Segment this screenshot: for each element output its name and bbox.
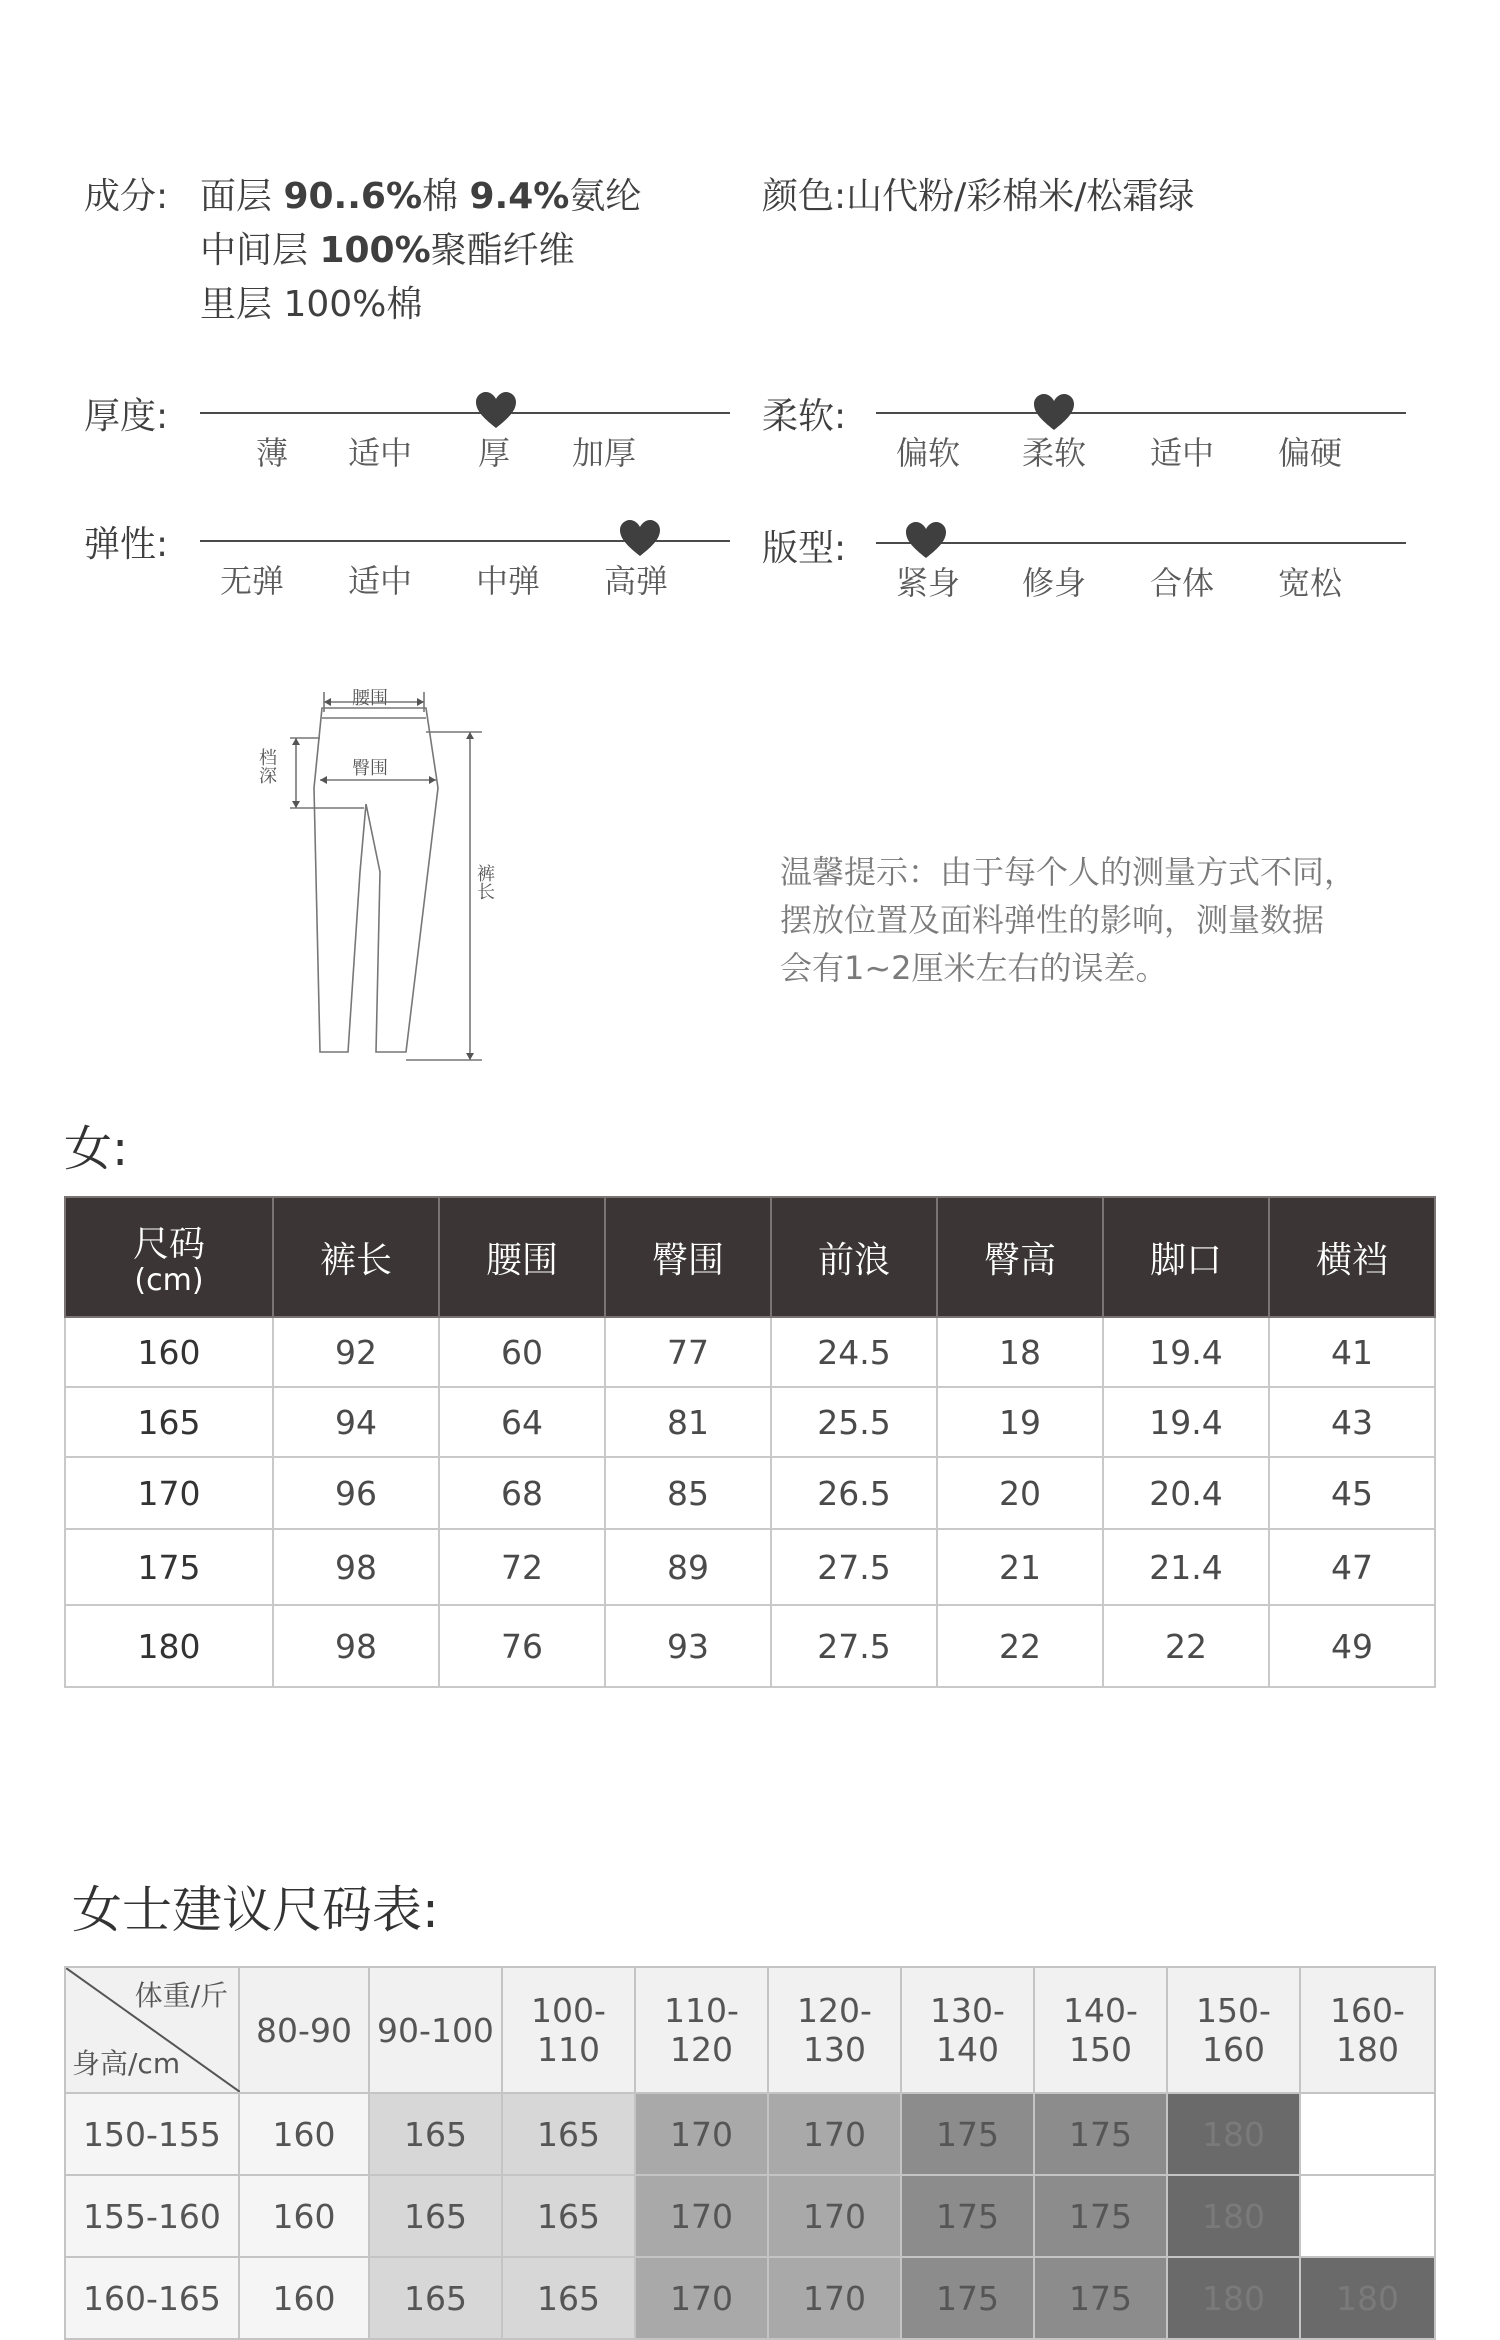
- tip-line: 温馨提示：由于每个人的测量方式不同，: [780, 853, 1357, 891]
- column-header: 臀围: [605, 1197, 771, 1317]
- recommended-size-cell: 175: [901, 2257, 1034, 2339]
- size-cell: 180: [65, 1605, 273, 1687]
- measurement-cell: 81: [605, 1387, 771, 1457]
- header-main: 尺码: [132, 1224, 205, 1265]
- column-header: [65, 1197, 273, 1317]
- column-header: 臀高: [937, 1197, 1103, 1317]
- corner-header: [65, 1967, 239, 2093]
- recommended-size-cell: [1300, 2175, 1435, 2257]
- fit-option: 修身: [1021, 564, 1087, 602]
- measurement-cell: 93: [605, 1605, 771, 1687]
- table-row: [65, 1605, 1435, 1687]
- measurement-cell: 27.5: [771, 1605, 937, 1687]
- layer-name: 面层: [200, 176, 284, 217]
- recommended-size-cell: 160: [239, 2257, 369, 2339]
- column-header: 脚口: [1103, 1197, 1269, 1317]
- measurement-cell: 76: [439, 1605, 605, 1687]
- recommended-size-cell: 170: [635, 2175, 768, 2257]
- measurement-cell: 98: [273, 1529, 439, 1605]
- composition-label: 成分:: [84, 176, 169, 217]
- measurement-cell: 77: [605, 1317, 771, 1387]
- recommended-size-cell: 160: [239, 2175, 369, 2257]
- percent: 9.4%: [469, 176, 570, 217]
- recommended-size-cell: 175: [1034, 2093, 1167, 2175]
- heart-marker-icon: [618, 518, 662, 558]
- measurement-cell: 19: [937, 1387, 1103, 1457]
- heart-marker-icon: [904, 520, 948, 560]
- recommended-size-cell: 175: [901, 2175, 1034, 2257]
- elasticity-option: 适中: [347, 562, 413, 600]
- recommended-size-cell: 175: [1034, 2175, 1167, 2257]
- measurement-cell: 20: [937, 1457, 1103, 1529]
- weight-header: 140-150: [1034, 1967, 1167, 2093]
- weight-header: 90-100: [369, 1967, 502, 2093]
- composition-line-1: [200, 168, 641, 219]
- tip-line: 会有1~2厘米左右的误差。: [780, 949, 1168, 987]
- recommended-size-cell: 165: [369, 2175, 502, 2257]
- recommended-size-cell: 170: [768, 2175, 901, 2257]
- recommended-size-cell: 180: [1167, 2257, 1300, 2339]
- recommended-size-cell: 170: [768, 2093, 901, 2175]
- fit-option: 合体: [1149, 564, 1215, 602]
- measurement-cell: 64: [439, 1387, 605, 1457]
- material: 氨纶: [569, 176, 642, 217]
- recommended-size-cell: 165: [502, 2093, 635, 2175]
- recommended-size-cell: 165: [502, 2257, 635, 2339]
- recommended-size-cell: 160: [239, 2093, 369, 2175]
- size-cell: 175: [65, 1529, 273, 1605]
- size-cell: 165: [65, 1387, 273, 1457]
- hip-label: 臀围: [352, 758, 388, 779]
- table-row: [65, 1529, 1435, 1605]
- layer-name: 里层 100%棉: [200, 284, 423, 325]
- column-header: 横裆: [1269, 1197, 1435, 1317]
- measurement-cell: 68: [439, 1457, 605, 1529]
- weight-header: 80-90: [239, 1967, 369, 2093]
- measurement-cell: 41: [1269, 1317, 1435, 1387]
- heart-marker-icon: [474, 390, 518, 430]
- fit-label: 版型:: [762, 528, 847, 569]
- percent: 100%: [319, 230, 431, 271]
- table-row: [65, 2175, 1435, 2257]
- pants-measurement-diagram: [240, 672, 500, 1072]
- recommended-size-cell: 175: [1034, 2257, 1167, 2339]
- measurement-cell: 21.4: [1103, 1529, 1269, 1605]
- header-unit: (cm): [134, 1263, 204, 1298]
- size-table-header-row: [65, 1197, 1435, 1317]
- measurement-tip: [780, 848, 1356, 992]
- weight-header: 160-180: [1300, 1967, 1435, 2093]
- recommendation-title: 女士建议尺码表:: [72, 1881, 439, 1939]
- measurement-cell: 92: [273, 1317, 439, 1387]
- measurement-cell: 60: [439, 1317, 605, 1387]
- recommendation-header-row: [65, 1967, 1435, 2093]
- column-header: 裤长: [273, 1197, 439, 1317]
- material: 聚酯纤维: [430, 230, 575, 271]
- height-range-cell: 150-155: [65, 2093, 239, 2175]
- recommended-size-cell: 165: [369, 2093, 502, 2175]
- table-row: [65, 2257, 1435, 2339]
- weight-header: 130-140: [901, 1967, 1034, 2093]
- measurement-cell: 96: [273, 1457, 439, 1529]
- measurement-cell: 47: [1269, 1529, 1435, 1605]
- elasticity-option: 中弹: [475, 562, 541, 600]
- softness-option: 柔软: [1021, 434, 1087, 472]
- height-range-cell: 160-165: [65, 2257, 239, 2339]
- softness-option: 适中: [1149, 434, 1215, 472]
- weight-axis-label: 体重/斤: [134, 1979, 228, 2012]
- table-row: [65, 1457, 1435, 1529]
- recommended-size-cell: 180: [1167, 2175, 1300, 2257]
- composition-line-2: [200, 222, 575, 273]
- rise-label: 档深: [256, 748, 277, 784]
- weight-header: 100-110: [502, 1967, 635, 2093]
- thickness-label: 厚度:: [84, 396, 169, 437]
- softness-scale-line: [876, 412, 1406, 414]
- table-row: [65, 1317, 1435, 1387]
- column-header: 前浪: [771, 1197, 937, 1317]
- elasticity-label: 弹性:: [84, 524, 169, 565]
- length-label: 裤长: [474, 864, 495, 900]
- recommended-size-cell: 170: [635, 2093, 768, 2175]
- table-row: [65, 2093, 1435, 2175]
- percent: 90..6%: [283, 176, 423, 217]
- measurement-cell: 25.5: [771, 1387, 937, 1457]
- recommended-size-cell: [1300, 2093, 1435, 2175]
- height-range-cell: 155-160: [65, 2175, 239, 2257]
- weight-header: 120-130: [768, 1967, 901, 2093]
- height-axis-label: 身高/cm: [72, 2047, 181, 2080]
- weight-header: 110-120: [635, 1967, 768, 2093]
- thickness-scale-line: [200, 412, 730, 414]
- size-cell: 170: [65, 1457, 273, 1529]
- column-header: 腰围: [439, 1197, 605, 1317]
- recommended-size-cell: 170: [768, 2257, 901, 2339]
- elasticity-option: 高弹: [603, 562, 669, 600]
- measurement-cell: 18: [937, 1317, 1103, 1387]
- measurement-cell: 72: [439, 1529, 605, 1605]
- recommended-size-cell: 170: [635, 2257, 768, 2339]
- measurement-cell: 49: [1269, 1605, 1435, 1687]
- softness-label: 柔软:: [762, 396, 847, 437]
- measurement-cell: 98: [273, 1605, 439, 1687]
- layer-name: 中间层: [200, 230, 320, 271]
- fit-option: 宽松: [1277, 564, 1343, 602]
- measurement-cell: 24.5: [771, 1317, 937, 1387]
- color-label: 颜色:: [762, 176, 847, 217]
- thickness-option: 厚: [477, 434, 511, 472]
- weight-header: 150-160: [1167, 1967, 1300, 2093]
- measurement-cell: 21: [937, 1529, 1103, 1605]
- composition-line-3: [200, 276, 422, 327]
- fit-scale-line: [876, 542, 1406, 544]
- thickness-option: 加厚: [571, 434, 637, 472]
- recommended-size-cell: 180: [1300, 2257, 1435, 2339]
- measurement-cell: 26.5: [771, 1457, 937, 1529]
- recommended-size-cell: 165: [369, 2257, 502, 2339]
- thickness-option: 薄: [255, 434, 289, 472]
- color-value: 山代粉/彩棉米/松霜绿: [846, 176, 1195, 217]
- softness-option: 偏硬: [1277, 434, 1343, 472]
- measurement-cell: 20.4: [1103, 1457, 1269, 1529]
- recommended-size-cell: 165: [502, 2175, 635, 2257]
- measurement-cell: 85: [605, 1457, 771, 1529]
- table-row: [65, 1387, 1435, 1457]
- material: 棉: [422, 176, 470, 217]
- heart-marker-icon: [1032, 392, 1076, 432]
- color-row: [762, 168, 1194, 219]
- waist-label: 腰围: [352, 688, 388, 709]
- size-table: [64, 1196, 1436, 1688]
- tip-line: 摆放位置及面料弹性的影响，测量数据: [780, 901, 1325, 939]
- softness-option: 偏软: [895, 434, 961, 472]
- measurement-cell: 89: [605, 1529, 771, 1605]
- measurement-cell: 19.4: [1103, 1387, 1269, 1457]
- recommended-size-cell: 180: [1167, 2093, 1300, 2175]
- elasticity-option: 无弹: [219, 562, 285, 600]
- measurement-cell: 27.5: [771, 1529, 937, 1605]
- measurement-cell: 45: [1269, 1457, 1435, 1529]
- recommended-size-cell: 175: [901, 2093, 1034, 2175]
- measurement-cell: 22: [1103, 1605, 1269, 1687]
- measurement-cell: 19.4: [1103, 1317, 1269, 1387]
- thickness-option: 适中: [347, 434, 413, 472]
- size-section-title: 女:: [64, 1121, 129, 1177]
- measurement-cell: 43: [1269, 1387, 1435, 1457]
- recommendation-table: [64, 1966, 1436, 2340]
- measurement-cell: 22: [937, 1605, 1103, 1687]
- fit-option: 紧身: [895, 564, 961, 602]
- size-cell: 160: [65, 1317, 273, 1387]
- measurement-cell: 94: [273, 1387, 439, 1457]
